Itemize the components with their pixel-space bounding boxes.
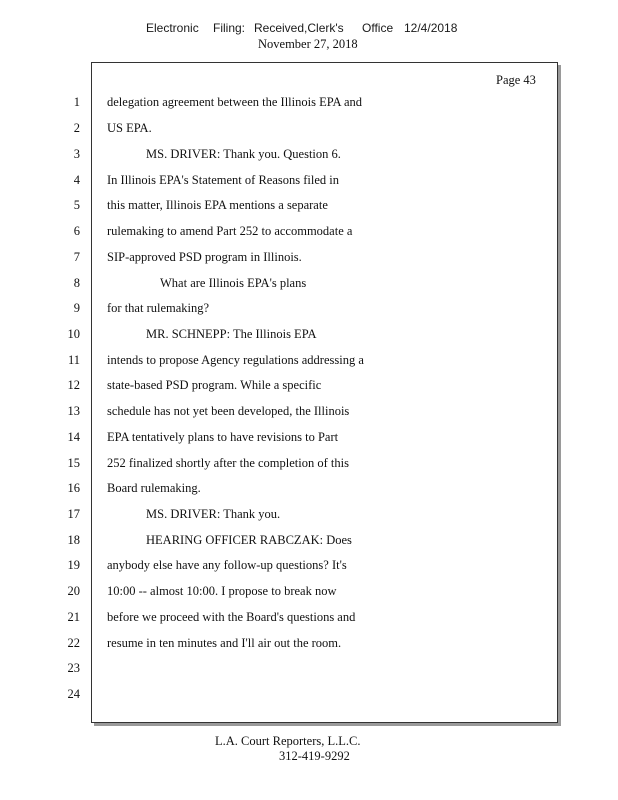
filing-stamp-office: Office	[362, 21, 394, 35]
transcript-line: What are Illinois EPA's plans	[160, 276, 307, 290]
line-number: 5	[73, 198, 80, 212]
line-number: 18	[67, 533, 80, 547]
reporter-company: L.A. Court Reporters, L.L.C.	[215, 734, 361, 748]
transcript-line: intends to propose Agency regulations addressing a	[107, 353, 364, 367]
transcript-line: delegation agreement between the Illinois EPA and	[107, 95, 363, 109]
line-number: 9	[73, 301, 80, 315]
deposition-date: November 27, 2018	[258, 37, 358, 51]
transcript-line: before we proceed with the Board's questions and	[107, 610, 356, 624]
line-number: 12	[67, 378, 80, 392]
line-number: 11	[67, 353, 80, 367]
transcript-line: for that rulemaking?	[107, 301, 210, 315]
filing-stamp-electronic: Electronic	[146, 21, 199, 35]
transcript-line: anybody else have any follow-up questions? It's	[107, 558, 347, 572]
transcript-line: MS. DRIVER: Thank you.	[146, 507, 281, 521]
transcript-line: rulemaking to amend Part 252 to accommodate a	[107, 224, 353, 238]
transcript-line: MR. SCHNEPP: The Illinois EPA	[146, 327, 317, 341]
line-number: 7	[73, 250, 80, 264]
transcript-line: In Illinois EPA's Statement of Reasons filed in	[107, 173, 339, 187]
page-number: Page 43	[496, 73, 536, 87]
line-number: 8	[73, 276, 80, 290]
transcript-line: SIP-approved PSD program in Illinois.	[107, 250, 302, 264]
line-number: 4	[73, 173, 80, 187]
line-number: 6	[73, 224, 80, 238]
line-number: 1	[73, 95, 80, 109]
transcript-line: state-based PSD program. While a specific	[107, 378, 322, 392]
reporter-phone: 312-419-9292	[279, 749, 350, 763]
filing-stamp-received: Received,Clerk's	[254, 21, 344, 35]
line-number: 24	[67, 687, 80, 701]
line-number: 13	[67, 404, 80, 418]
line-number: 21	[67, 610, 80, 624]
filing-stamp-filing: Filing:	[213, 21, 246, 35]
transcript-line: US EPA.	[107, 121, 152, 135]
line-number: 3	[73, 147, 80, 161]
filing-stamp	[0, 21, 618, 37]
transcript-line: Board rulemaking.	[107, 481, 201, 495]
transcript-line: 252 finalized shortly after the completion of this	[107, 456, 349, 470]
line-number: 20	[67, 584, 80, 598]
transcript-line: 10:00 -- almost 10:00. I propose to break now	[107, 584, 337, 598]
line-number: 17	[67, 507, 80, 521]
line-number: 16	[67, 481, 80, 495]
transcript-line: this matter, Illinois EPA mentions a separate	[107, 198, 328, 212]
line-number: 15	[67, 456, 80, 470]
line-number: 22	[67, 636, 80, 650]
transcript-line: HEARING OFFICER RABCZAK: Does	[146, 533, 352, 547]
line-number: 19	[67, 558, 80, 572]
line-number: 14	[67, 430, 80, 444]
transcript-line: schedule has not yet been developed, the Illinois	[107, 404, 350, 418]
transcript-line: EPA tentatively plans to have revisions to Part	[107, 430, 339, 444]
transcript-line: MS. DRIVER: Thank you. Question 6.	[146, 147, 341, 161]
transcript-line: resume in ten minutes and I'll air out the room.	[107, 636, 342, 650]
line-number: 2	[73, 121, 80, 135]
filing-stamp-date: 12/4/2018	[404, 21, 458, 35]
line-number: 23	[67, 661, 80, 675]
line-number: 10	[67, 327, 80, 341]
